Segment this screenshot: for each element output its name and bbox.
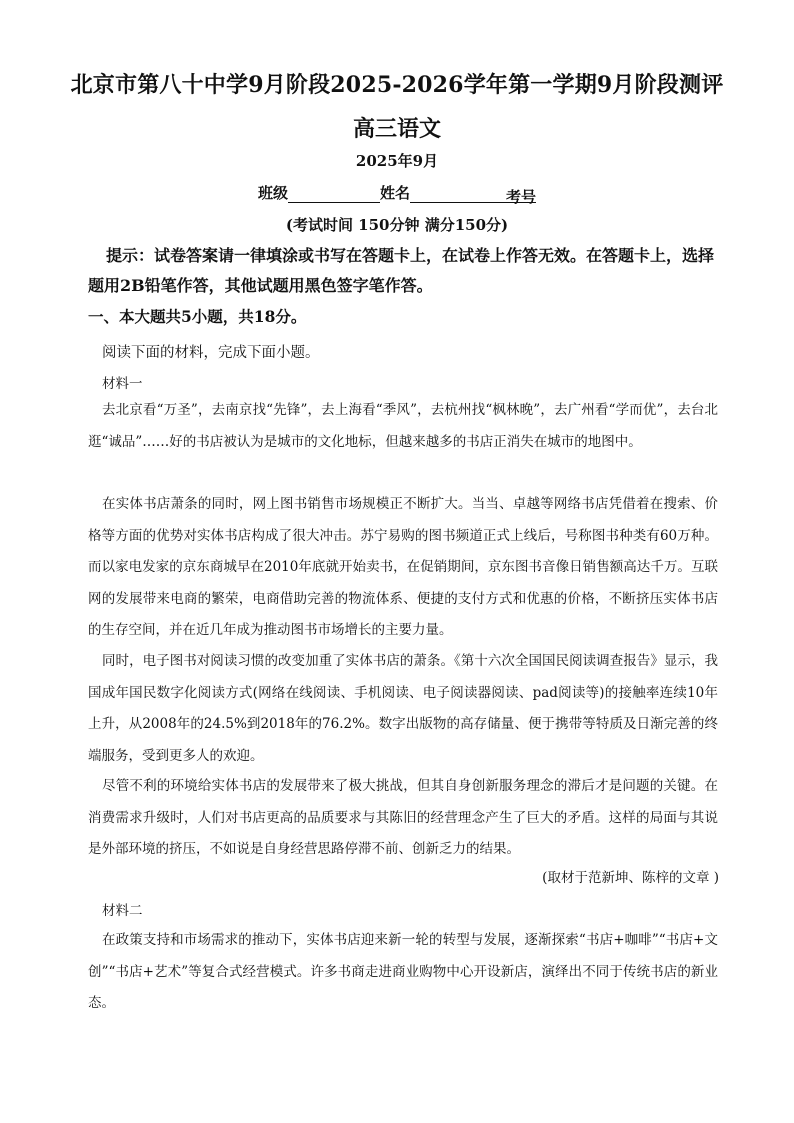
material-one-paragraph: 同时，电子图书对阅读习惯的改变加重了实体书店的萧条。《第十六次全国国民阅读调查报告》显示，我国成年国民数字化阅读方式(网络在线阅读、手机阅读、电子阅读器阅读、pad阅读等)的接触率连续10年上升，从2008年的24.5%到2018年的76.2%。数字出版物的高存储量、便于携带等特质及日渐完善的终端服务，受到更多人的欢迎。	[88, 653, 718, 764]
exam-date: 2025年9月	[355, 152, 439, 170]
section-heading: 一、本大题共5小题，共18分。	[88, 307, 307, 326]
name-label: 姓名	[380, 184, 411, 202]
exam-title: 北京市第八十中学9月阶段2025-2026学年第一学期9月阶段测评	[70, 72, 724, 98]
section-instruction: 阅读下面的材料，完成下面小题。	[102, 345, 320, 361]
material-one-source: (取材于范新坤、陈梓的文章 )	[542, 870, 719, 886]
material-one-paragraph: 在实体书店萧条的同时，网上图书销售市场规模正不断扩大。当当、卓越等网络书店凭借着在搜索、价格等方面的优势对实体书店构成了很大冲击。苏宁易购的图书频道正式上线后，号称图书种类有60万种。而以家电发家的京东商城早在2010年底就开始卖书，在促销期间，京东图书音像日销售额高达千万。互联网的发展带来电商的繁荣，电商借助完善的物流体系、便捷的支付方式和优惠的价格，不断挤压实体书店的生存空间，并在近几年成为推动图书市场增长的主要力量。	[88, 496, 718, 639]
student-info-fields	[258, 182, 537, 206]
exam-notice: 提示：试卷答案请一律填涂或书写在答题卡上，在试卷上作答无效。在答题卡上，选择题用2B铅笔作答，其他试题用黑色签字笔作答。	[88, 246, 715, 295]
class-label: 班级	[258, 184, 289, 202]
material-one-paragraph: 去北京看“万圣”，去南京找“先锋”，去上海看“季风”，去杭州找“枫林晚”，去广州看“学而优”，去台北逛“诚品”……好的书店被认为是城市的文化地标，但越来越多的书店正消失在城市的地图中。	[88, 402, 718, 450]
class-field[interactable]	[288, 186, 380, 203]
exam-no-label: 考号	[506, 188, 537, 206]
exam-subject: 高三语文	[352, 116, 441, 142]
material-one-paragraph: 尽管不利的环境给实体书店的发展带来了极大挑战，但其自身创新服务理念的滞后才是问题的关键。在消费需求升级时，人们对书店更高的品质要求与其陈旧的经营理念产生了巨大的矛盾。这样的局面与其说是外部环境的挤压，不如说是自身经营思路停滞不前、创新乏力的结果。	[88, 778, 718, 858]
exam-no-field[interactable]	[482, 186, 537, 206]
material-one-label: 材料一	[102, 376, 143, 392]
material-two-label: 材料二	[102, 903, 143, 919]
exam-duration-score: (考试时间 150分钟 满分150分)	[285, 216, 509, 234]
name-field[interactable]	[410, 186, 482, 203]
material-two-paragraph: 在政策支持和市场需求的推动下，实体书店迎来新一轮的转型与发展，逐渐探索“书店+咖啡”“书店+文创”“书店+艺术”等复合式经营模式。许多书商走进商业购物中心开设新店，演绎出不同于传统书店的新业态。	[88, 932, 718, 1012]
